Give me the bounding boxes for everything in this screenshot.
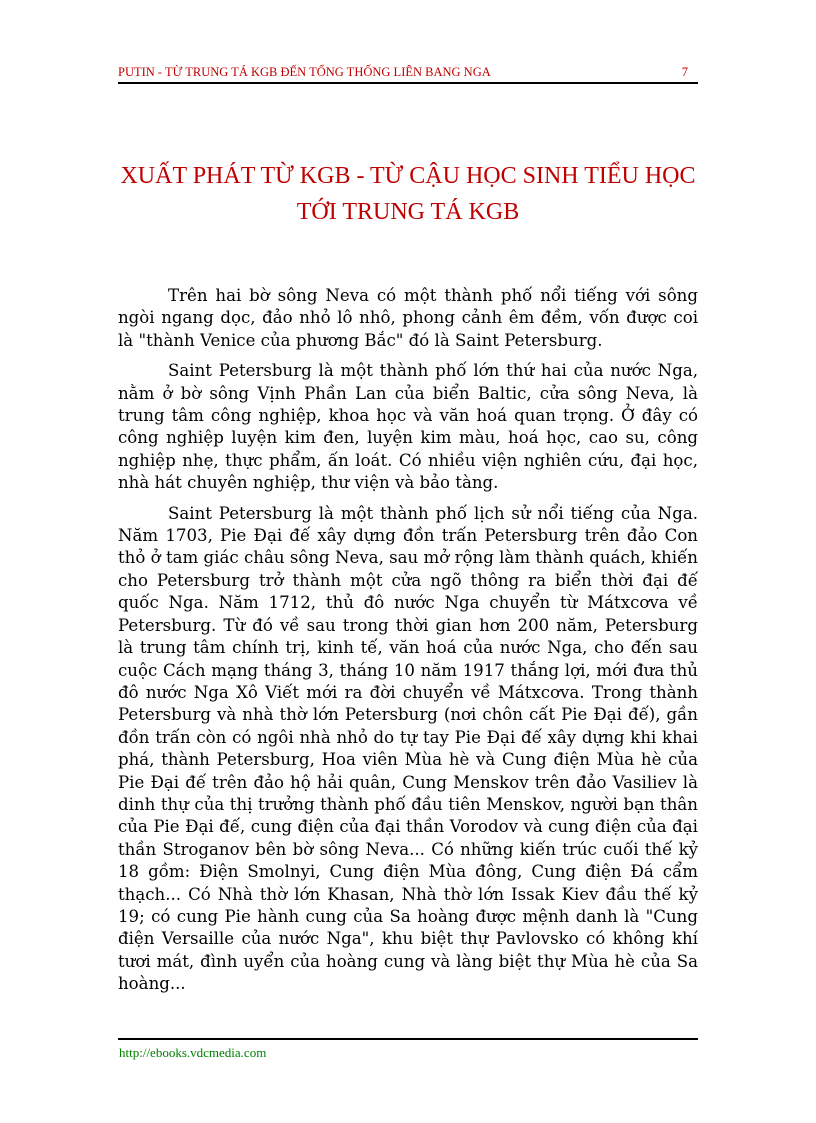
running-header [118,62,698,84]
chapter-title [100,158,716,230]
paragraph: Trên hai bờ sông Neva có một thành phố nổi tiếng với sông ngòi ngang dọc, đảo nhỏ lô nhô, phong cảnh êm đềm, vốn được coi là "thành Venice của phương Bắc" đó là Saint Petersburg. [118,286,698,350]
page-number: 7 [681,65,688,79]
paragraph: Saint Petersburg là một thành phố lớn thứ hai của nước Nga, nằm ở bờ sông Vịnh Phần Lan của biển Baltic, cửa sông Neva, là trung tâm công nghiệp, khoa học và văn hoá quan trọng. Ở đây có công nghiệp luyện kim đen, luyện kim màu, hoá học, cao su, công nghiệp nhẹ, thực phẩm, ấn loát. Có nhiều viện nghiên cứu, đại học, nhà hát chuyên nghiệp, thư viện và bảo tàng. [118,361,698,493]
footer-divider [118,1038,698,1040]
header-divider [118,82,698,84]
body-text [118,285,698,1004]
paragraph: Saint Petersburg là một thành phố lịch sử nổi tiếng của Nga. Năm 1703, Pie Đại đế xây dựng đồn trấn Petersburg trên đảo Con thỏ ở tam giác châu sông Neva, sau mở rộng làm thành quách, khiến cho Petersburg trở thành một cửa ngõ thông ra biển thời đại đế quốc Nga. Năm 1712, thủ đô nước Nga chuyển từ Mátxcơva về Petersburg. Từ đó về sau trong thời gian hơn 200 năm, Petersburg là trung tâm chính trị, kinh tế, văn hoá của nước Nga, cho đến sau cuộc Cách mạng tháng 3, tháng 10 năm 1917 thắng lợi, mới đưa thủ đô nước Nga Xô Viết mới ra đời chuyển về Mátxcơva. Trong thành Petersburg và nhà thờ lớn Petersburg (nơi chôn cất Pie Đại đế), gần đồn trấn còn có ngôi nhà nhỏ do tự tay Pie Đại đế xây dựng khi khai phá, thành Petersburg, Hoa viên Mùa hè và Cung điện Mùa hè của Pie Đại đế trên đảo hộ hải quân, Cung Menskov trên đảo Vasiliev là dinh thự của thị trưởng thành phố đầu tiên Menskov, người bạn thân của Pie Đại đế, cung điện của đại thần Vorodov và cung điện của đại thần Stroganov bên bờ sông Neva... Có những kiến trúc cuối thế kỷ 18 gồm: Điện Smolnyi, Cung điện Mùa đông, Cung điện Đá cẩm thạch... Có Nhà thờ lớn Khasan, Nhà thờ lớn Issak Kiev đầu thế kỷ 19; có cung Pie hành cung của Sa hoàng được mệnh danh là "Cung điện Versaille của nước Nga", khu biệt thự Pavlovsko có không khí tươi mát, đình uyển của hoàng cung và làng biệt thự Mùa hè của Sa hoàng... [118,503,698,994]
footer-url-link[interactable]: http://ebooks.vdcmedia.com [119,1045,267,1060]
chapter-title-line-2: TỚI TRUNG TÁ KGB [296,199,520,225]
book-title: PUTIN - TỪ TRUNG TÁ KGB ĐẾN TỔNG THỐNG LIÊN BANG NGA [118,65,491,79]
chapter-title-line-1: XUẤT PHÁT TỪ KGB - TỪ CẬU HỌC SINH TIỂU HỌC [120,163,696,189]
